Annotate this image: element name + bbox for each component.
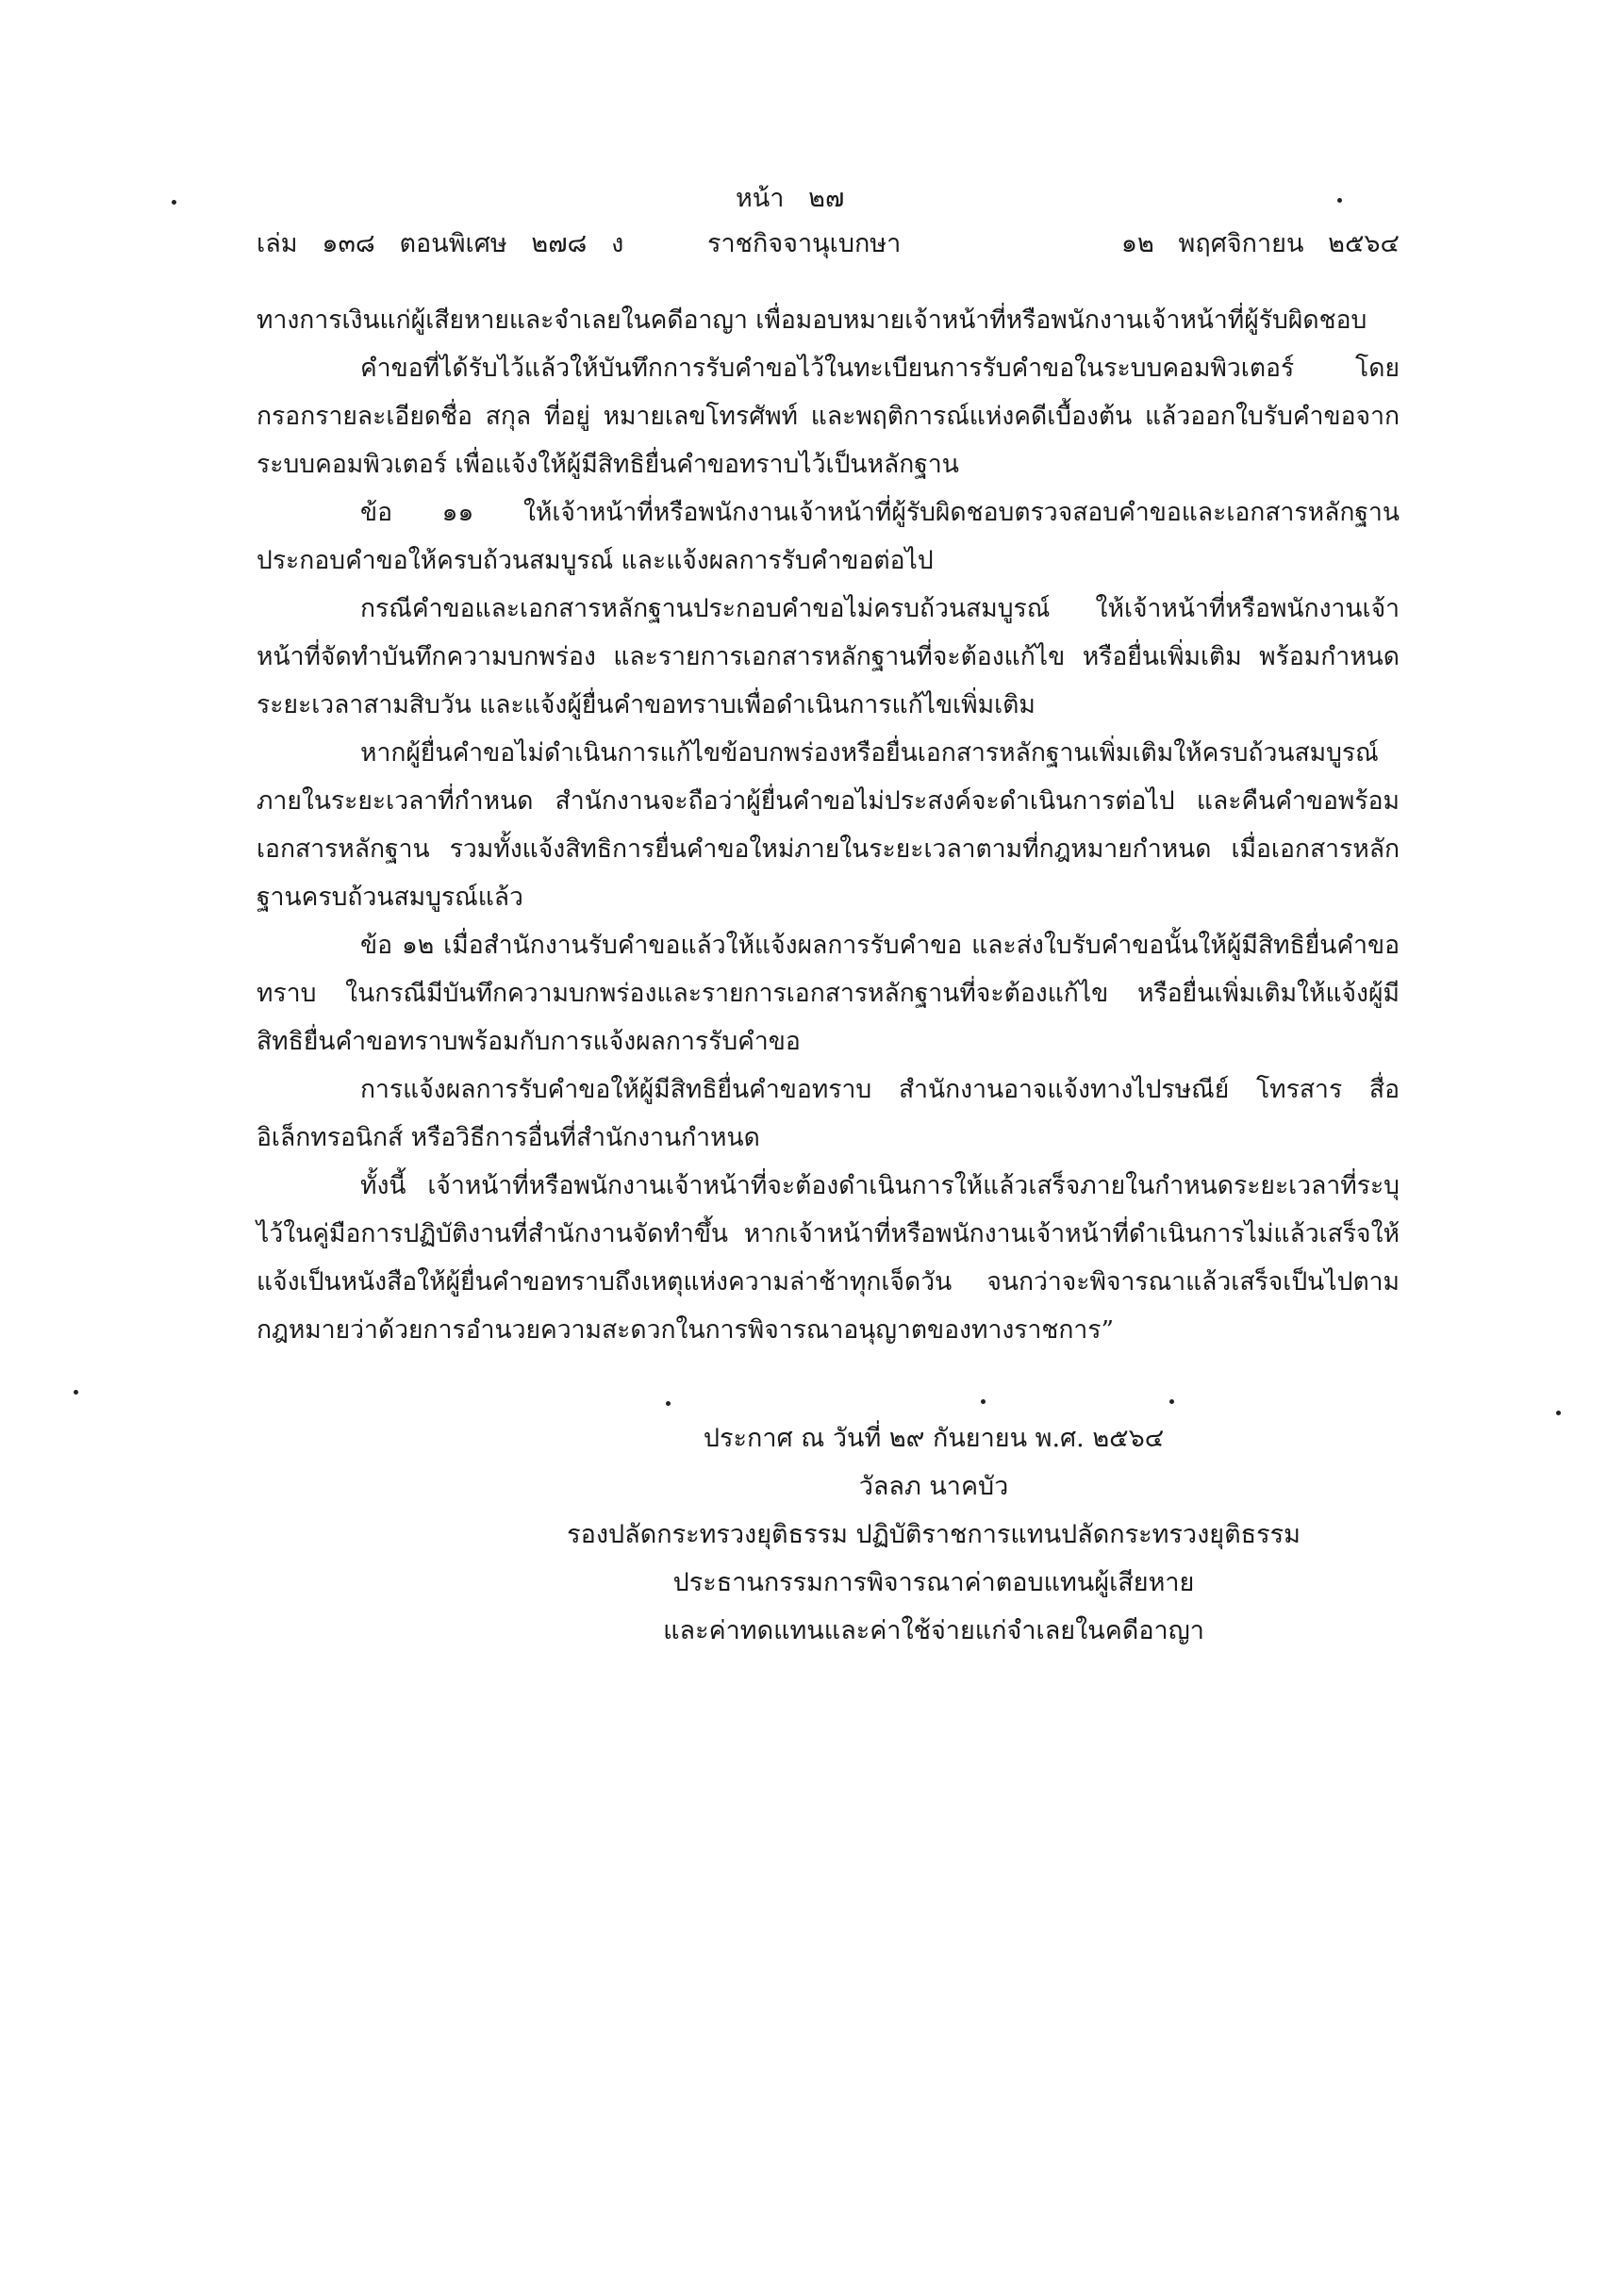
volume-issue: เล่ม ๑๓๘ ตอนพิเศษ ๒๗๘ ง [257,229,624,258]
publication-date: ๑๒ พฤศจิกายน ๒๕๖๔ [1120,229,1400,258]
paragraph: ทั้งนี้ เจ้าหน้าที่หรือพนักงานเจ้าหน้าที่จะต้องดำเนินการให้แล้วเสร็จภายในกำหนดระยะเวลาที่ระบุไว้ในคู่มือการปฏิบัติงานที่สำนักงานจัดทำขึ้น หากเจ้าหน้าที่หรือพนักงานเจ้าหน้าที่ดำเนินการไม่แล้วเสร็จให้แจ้งเป็นหนังสือให้ผู้ยื่นคำขอทราบถึงเหตุแห่งความล่าช้าทุกเจ็ดวัน จนกว่าจะพิจารณาแล้วเสร็จเป็นไปตามกฎหมายว่าด้วยการอำนวยความสะดวกในการพิจารณาอนุญาตของทางราชการ” [257,1171,1400,1345]
announcement-date: ประกาศ ณ วันที่ ๒๙ กันยายน พ.ศ. ๒๕๖๔ [703,1424,1165,1453]
signatory-committee: ประธานกรรมการพิจารณาค่าตอบแทนผู้เสียหาย [672,1568,1195,1597]
signatory-committee-cont: และค่าทดแทนและค่าใช้จ่ายแก่จำเลยในคดีอาญา [663,1616,1204,1645]
paragraph: ทางการเงินแก่ผู้เสียหายและจำเลยในคดีอาญา เพื่อมอบหมายเจ้าหน้าที่หรือพนักงานเจ้าหน้าที่ผู้รับผิดชอบ [257,306,1367,335]
document-body [257,296,1400,1354]
paragraph: ข้อ ๑๒ เมื่อสำนักงานรับคำขอแล้วให้แจ้งผลการรับคำขอ และส่งใบรับคำขอนั้นให้ผู้มีสิทธิยื่นคำขอทราบ ในกรณีมีบันทึกความบกพร่องและรายการเอกสารหลักฐานที่จะต้องแก้ไข หรือยื่นเพิ่มเติมให้แจ้งผู้มีสิทธิยื่นคำขอทราบพร้อมกับการแจ้งผลการรับคำขอ [257,931,1400,1056]
scan-speck [1169,1399,1174,1404]
scan-speck [172,200,176,205]
scan-speck [1556,1411,1561,1415]
scan-speck [74,1390,78,1395]
gazette-header [257,223,1400,260]
paragraph: กรณีคำขอและเอกสารหลักฐานประกอบคำขอไม่ครบถ้วนสมบูรณ์ ให้เจ้าหน้าที่หรือพนักงานเจ้าหน้าที่จัดทำบันทึกความบกพร่อง และรายการเอกสารหลักฐานที่จะต้องแก้ไข หรือยื่นเพิ่มเติม พร้อมกำหนดระยะเวลาสามสิบวัน และแจ้งผู้ยื่นคำขอทราบเพื่อดำเนินการแก้ไขเพิ่มเติม [257,594,1400,719]
scan-speck [1337,198,1342,203]
page-number: หน้า ๒๗ [736,184,845,213]
signatory-name: วัลลภ นาคบัว [858,1472,1009,1501]
signature-block [490,1414,1377,1655]
paragraph: ข้อ ๑๑ ให้เจ้าหน้าที่หรือพนักงานเจ้าหน้าที่ผู้รับผิดชอบตรวจสอบคำขอและเอกสารหลักฐานประกอบคำขอให้ครบถ้วนสมบูรณ์ และแจ้งผลการรับคำขอต่อไป [257,498,1400,575]
scan-speck [981,1399,986,1404]
paragraph: การแจ้งผลการรับคำขอให้ผู้มีสิทธิยื่นคำขอทราบ สำนักงานอาจแจ้งทางไปรษณีย์ โทรสาร สื่ออิเล็กทรอนิกส์ หรือวิธีการอื่นที่สำนักงานกำหนด [257,1075,1400,1152]
scan-speck [666,1401,671,1406]
paragraph: คำขอที่ได้รับไว้แล้วให้บันทึกการรับคำขอไว้ในทะเบียนการรับคำขอในระบบคอมพิวเตอร์ โดยกรอกรายละเอียดชื่อ สกุล ที่อยู่ หมายเลขโทรศัพท์ และพฤติการณ์แห่งคดีเบื้องต้น แล้วออกใบรับคำขอจากระบบคอมพิวเตอร์ เพื่อแจ้งให้ผู้มีสิทธิยื่นคำขอทราบไว้เป็นหลักฐาน [257,354,1400,479]
publication-name: ราชกิจจานุเบกษา [707,229,902,258]
signatory-position: รองปลัดกระทรวงยุติธรรม ปฏิบัติราชการแทนปลัดกระทรวงยุติธรรม [567,1520,1301,1549]
paragraph: หากผู้ยื่นคำขอไม่ดำเนินการแก้ไขข้อบกพร่องหรือยื่นเอกสารหลักฐานเพิ่มเติมให้ครบถ้วนสมบูรณ์ภายในระยะเวลาที่กำหนด สำนักงานจะถือว่าผู้ยื่นคำขอไม่ประสงค์จะดำเนินการต่อไป และคืนคำขอพร้อมเอกสารหลักฐาน รวมทั้งแจ้งสิทธิการยื่นคำขอใหม่ภายในระยะเวลาตามที่กฎหมายกำหนด เมื่อเอกสารหลักฐานครบถ้วนสมบูรณ์แล้ว [257,738,1400,912]
